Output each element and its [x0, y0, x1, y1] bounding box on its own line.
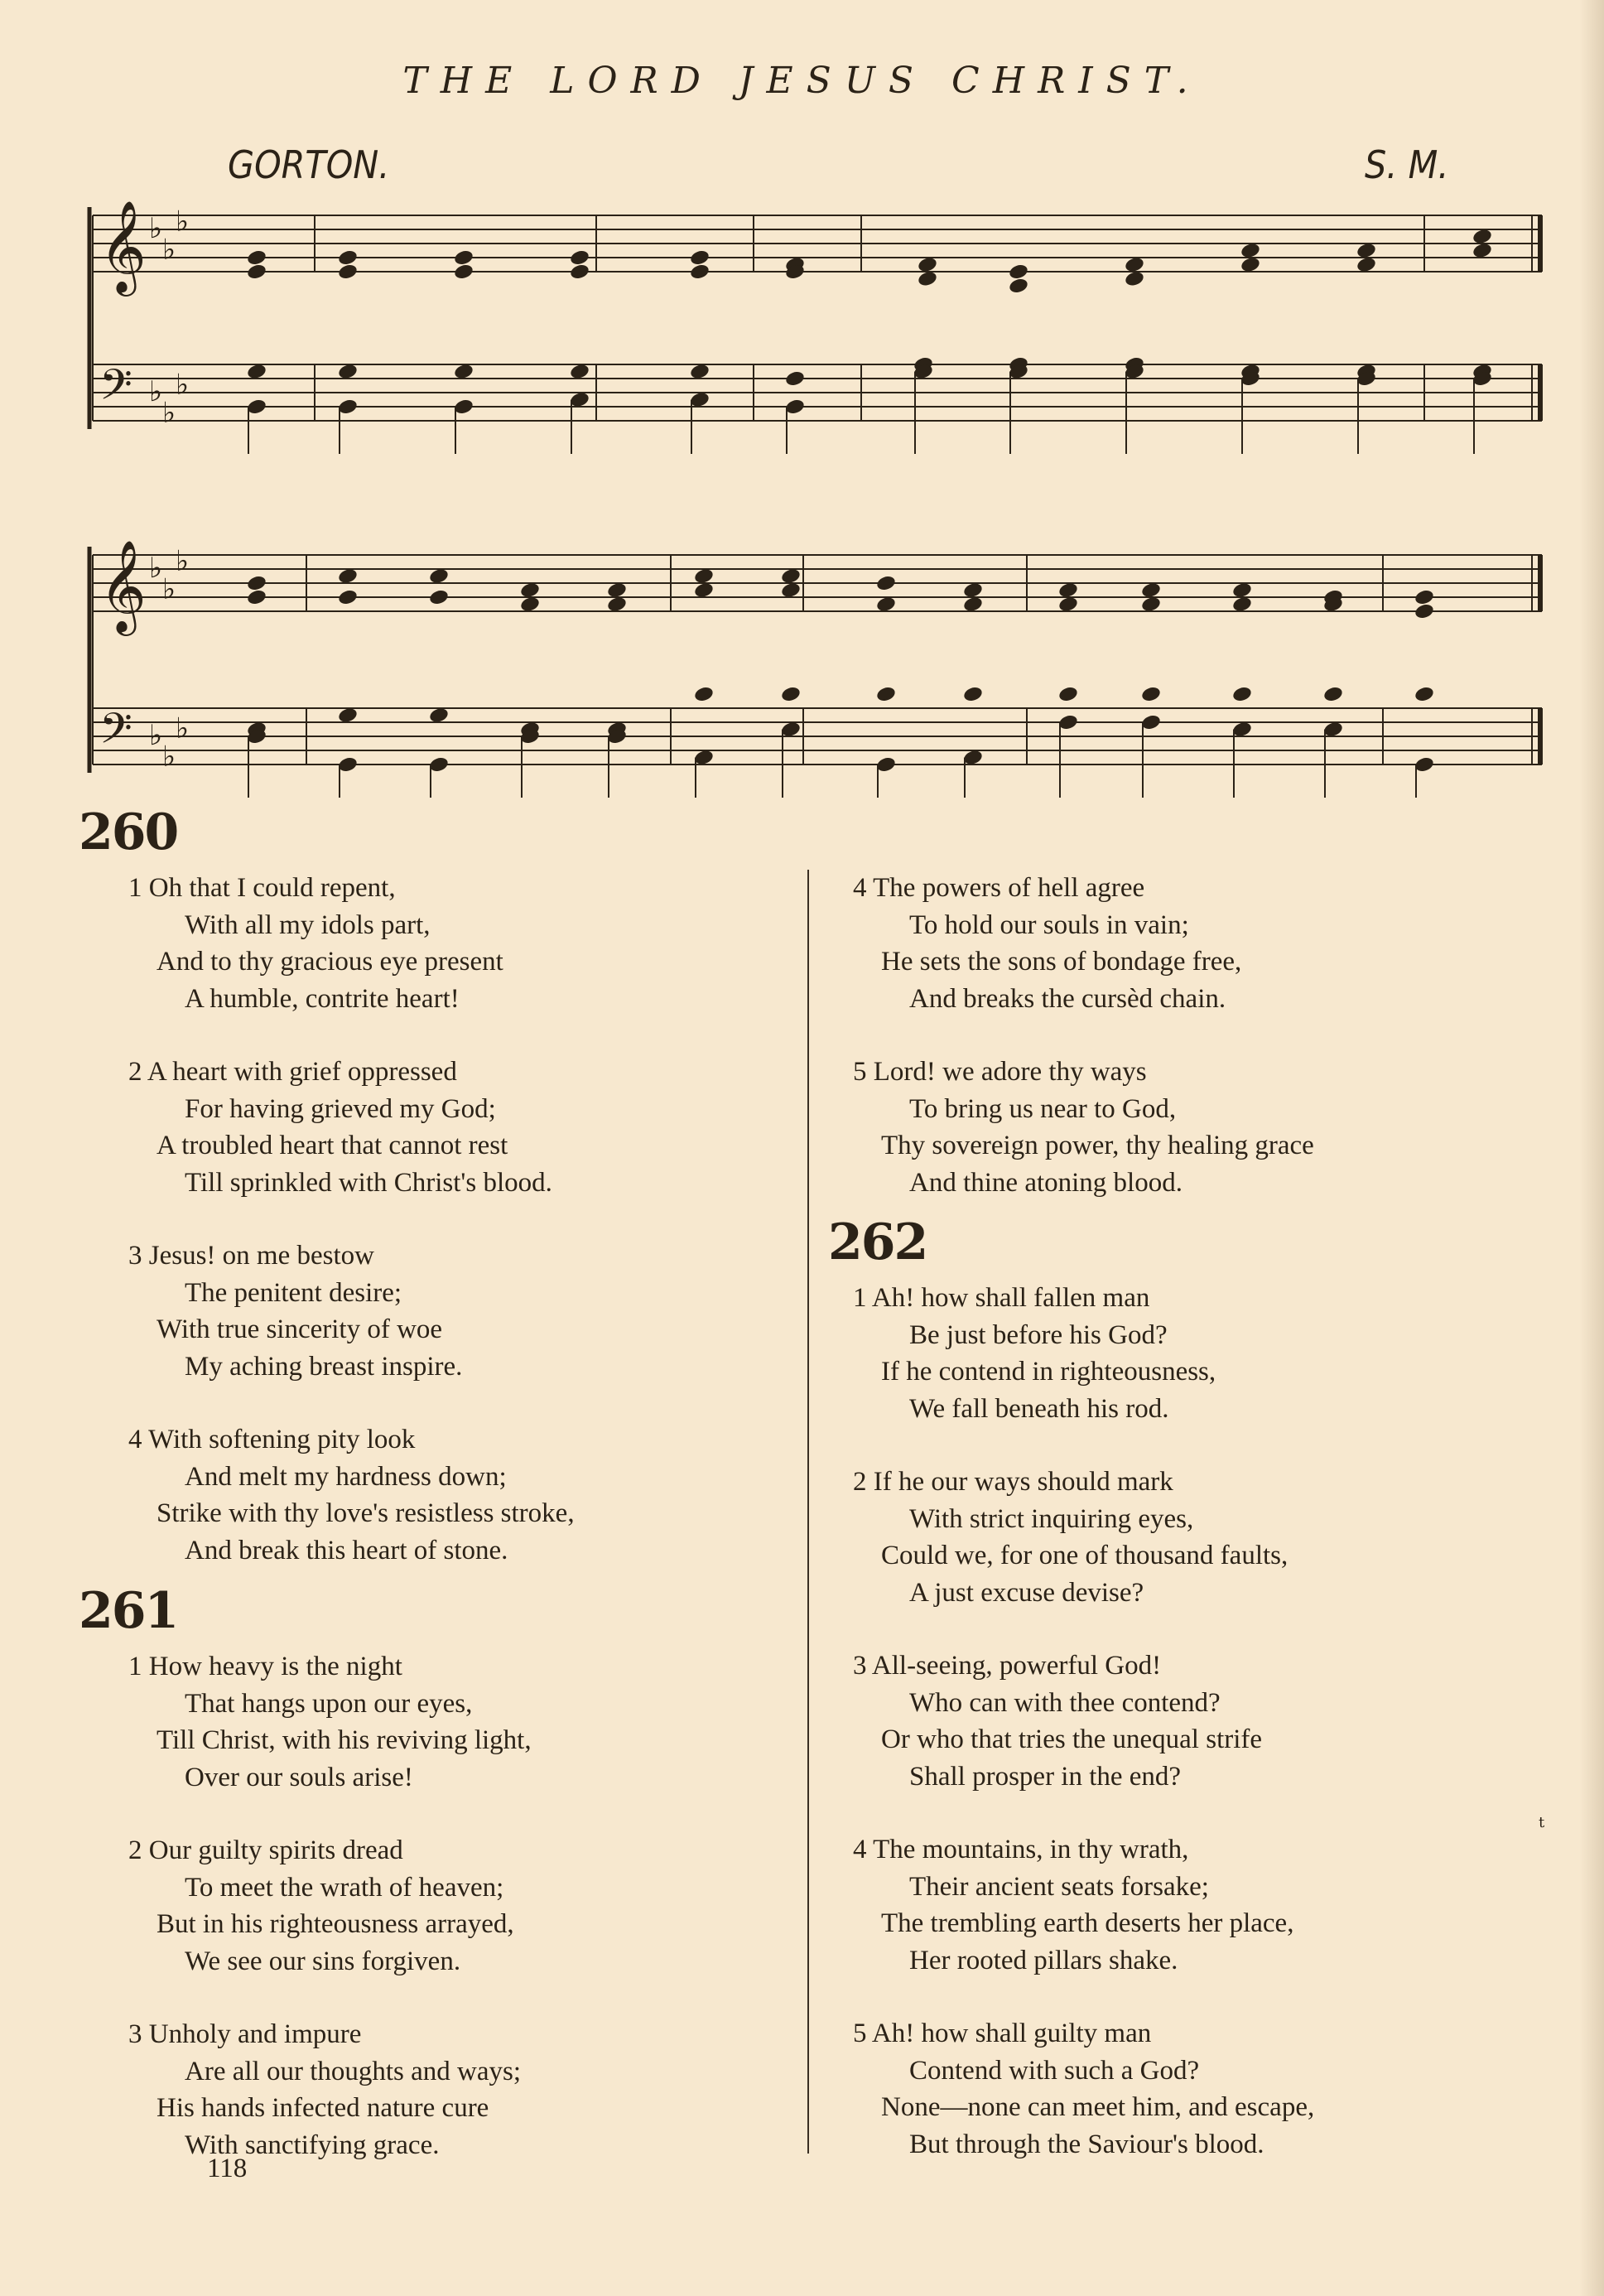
flat-sign: ♭ [176, 711, 190, 745]
verse-line: 4 The powers of hell agree [853, 873, 1145, 903]
verse-line: Over our souls arise! [185, 1762, 413, 1792]
verse-line: And thine atoning blood. [909, 1167, 1183, 1198]
verse-line: A troubled heart that cannot rest [157, 1131, 508, 1160]
verse-line: Till sprinkled with Christ's blood. [185, 1167, 552, 1198]
hymn-number-261: 261 [79, 1582, 178, 1640]
bass-clef: 𝄢 [99, 359, 132, 420]
flat-sign: ♭ [176, 368, 190, 402]
verse-line: His hands infected nature cure [157, 2093, 489, 2123]
verse-line: Be just before his God? [909, 1319, 1168, 1350]
verse-line: He sets the sons of bondage free, [881, 947, 1242, 977]
verse-line: With strict inquiring eyes, [909, 1503, 1194, 1534]
note-head [1231, 685, 1253, 703]
note-head [1057, 685, 1079, 703]
verse-line: 1 Oh that I could repent, [128, 873, 396, 903]
verse-line: We fall beneath his rod. [909, 1393, 1169, 1424]
verse-line: But in his righteousness arrayed, [157, 1909, 514, 1939]
note-head [875, 685, 897, 703]
stanza [128, 1237, 575, 1385]
verse-line: With all my idols part, [185, 909, 431, 940]
note-head [693, 685, 715, 703]
hymn-262-text [853, 1280, 1314, 2199]
hymn-number-262: 262 [828, 1213, 927, 1271]
music-system-2 [0, 530, 1604, 812]
flat-sign: ♭ [149, 212, 163, 245]
note-head [784, 369, 806, 388]
note-head [246, 248, 267, 267]
verse-line: 5 Ah! how shall guilty man [853, 2019, 1152, 2048]
verse-line: To meet the wrath of heaven; [185, 1872, 504, 1903]
stanza [853, 1280, 1314, 1427]
stanza [128, 1648, 532, 1796]
note-head [1414, 602, 1435, 620]
column-divider [807, 870, 809, 2154]
verse-line: Shall prosper in the end? [909, 1761, 1182, 1792]
flat-sign: ♭ [162, 233, 176, 267]
hymn-number-260: 260 [79, 803, 178, 861]
hymn-261-text-left [128, 1648, 532, 2200]
stanza [853, 1831, 1314, 1979]
verse-line: None—none can meet him, and escape, [881, 2092, 1315, 2122]
note-head [875, 574, 897, 592]
note-head [1008, 277, 1029, 295]
flat-sign: ♭ [162, 396, 176, 430]
note-head [962, 685, 984, 703]
verse-line: Till Christ, with his reviving light, [157, 1725, 532, 1755]
note-head [453, 248, 474, 267]
flat-sign: ♭ [176, 544, 190, 578]
verse-line: With sanctifying grace. [185, 2130, 440, 2160]
verse-line: We see our sins forgiven. [185, 1946, 461, 1976]
bass-clef: 𝄢 [99, 703, 132, 764]
verse-line: And break this heart of stone. [185, 1535, 508, 1565]
flat-sign: ♭ [176, 205, 190, 239]
tune-name: GORTON. [228, 142, 390, 187]
verse-line: To hold our souls in vain; [909, 909, 1189, 940]
flat-sign: ♭ [149, 375, 163, 408]
flat-sign: ♭ [149, 719, 163, 752]
note-head [337, 263, 359, 281]
flat-sign: ♭ [162, 740, 176, 774]
hymn-260-text [128, 870, 575, 1605]
verse-line: But through the Saviour's blood. [909, 2129, 1264, 2159]
stanza [853, 1647, 1314, 1795]
note-head [246, 263, 267, 281]
hymn-261-text-right [853, 870, 1314, 1237]
verse-line: Strike with thy love's resistless stroke, [157, 1498, 575, 1528]
verse-line: If he contend in righteousness, [881, 1357, 1216, 1387]
note-head [1414, 588, 1435, 606]
verse-line: Could we, for one of thousand faults, [881, 1541, 1288, 1570]
music-system-1 [0, 199, 1604, 464]
note-head [780, 685, 802, 703]
verse-line: Are all our thoughts and ways; [185, 2056, 522, 2086]
verse-line: Contend with such a God? [909, 2055, 1200, 2086]
verse-line: 3 Jesus! on me bestow [128, 1241, 374, 1271]
note-head [337, 588, 359, 606]
verse-line: Who can with thee contend? [909, 1687, 1221, 1718]
note-head [246, 574, 267, 592]
note-head [689, 263, 710, 281]
stray-print-mark: t [1539, 1814, 1545, 1831]
note-head [246, 588, 267, 606]
verse-line: 4 The mountains, in thy wrath, [853, 1835, 1189, 1864]
verse-line: 2 Our guilty spirits dread [128, 1835, 403, 1865]
page-number: 118 [207, 2154, 248, 2183]
stanza [128, 1054, 575, 1201]
page-header: THE LORD JESUS CHRIST. [402, 60, 1202, 102]
stanza [128, 1832, 532, 1980]
note-head [1322, 685, 1344, 703]
flat-sign: ♭ [162, 572, 176, 606]
note-head [453, 263, 474, 281]
verse-line: Her rooted pillars shake. [909, 1945, 1178, 1975]
note-head [428, 588, 450, 606]
note-head [1140, 685, 1162, 703]
note-head [569, 248, 590, 267]
verse-line: The trembling earth deserts her place, [881, 1908, 1294, 1938]
verse-line: To bring us near to God, [909, 1093, 1177, 1124]
verse-line: Or who that tries the unequal strife [881, 1724, 1263, 1754]
verse-line: Thy sovereign power, thy healing grace [881, 1131, 1314, 1160]
verse-line: 2 A heart with grief oppressed [128, 1057, 457, 1087]
verse-line: And breaks the cursèd chain. [909, 983, 1226, 1014]
treble-clef: 𝄞 [99, 539, 147, 632]
verse-line: 2 If he our ways should mark [853, 1467, 1173, 1497]
stanza [853, 1054, 1314, 1201]
verse-line: 3 Unholy and impure [128, 2019, 362, 2049]
verse-line: For having grieved my God; [185, 1093, 496, 1124]
stanza [128, 1421, 575, 1569]
note-head [1008, 263, 1029, 281]
verse-line: That hangs upon our eyes, [185, 1688, 473, 1719]
note-head [689, 248, 710, 267]
verse-line: A humble, contrite heart! [185, 983, 460, 1014]
verse-line: And melt my hardness down; [185, 1461, 507, 1492]
verse-line: A just excuse devise? [909, 1577, 1144, 1608]
verse-line: And to thy gracious eye present [157, 947, 503, 977]
stanza [853, 1464, 1314, 1611]
verse-line: 1 Ah! how shall fallen man [853, 1283, 1150, 1313]
note-head [1414, 685, 1435, 703]
verse-line: 1 How heavy is the night [128, 1652, 402, 1681]
verse-line: 4 With softening pity look [128, 1425, 416, 1454]
verse-line: 3 All-seeing, powerful God! [853, 1651, 1162, 1681]
verse-line: With true sincerity of woe [157, 1314, 443, 1344]
stanza [128, 870, 575, 1017]
stanza [853, 2015, 1314, 2163]
note-head [569, 263, 590, 281]
stanza [128, 2016, 532, 2163]
verse-line: Their ancient seats forsake; [909, 1871, 1209, 1902]
tune-meter: S. M. [1365, 142, 1449, 187]
treble-clef: 𝄞 [99, 200, 147, 292]
verse-line: 5 Lord! we adore thy ways [853, 1057, 1147, 1087]
verse-line: The penitent desire; [185, 1277, 402, 1308]
stanza [853, 870, 1314, 1017]
note-head [337, 248, 359, 267]
verse-line: My aching breast inspire. [185, 1351, 463, 1382]
flat-sign: ♭ [149, 552, 163, 585]
